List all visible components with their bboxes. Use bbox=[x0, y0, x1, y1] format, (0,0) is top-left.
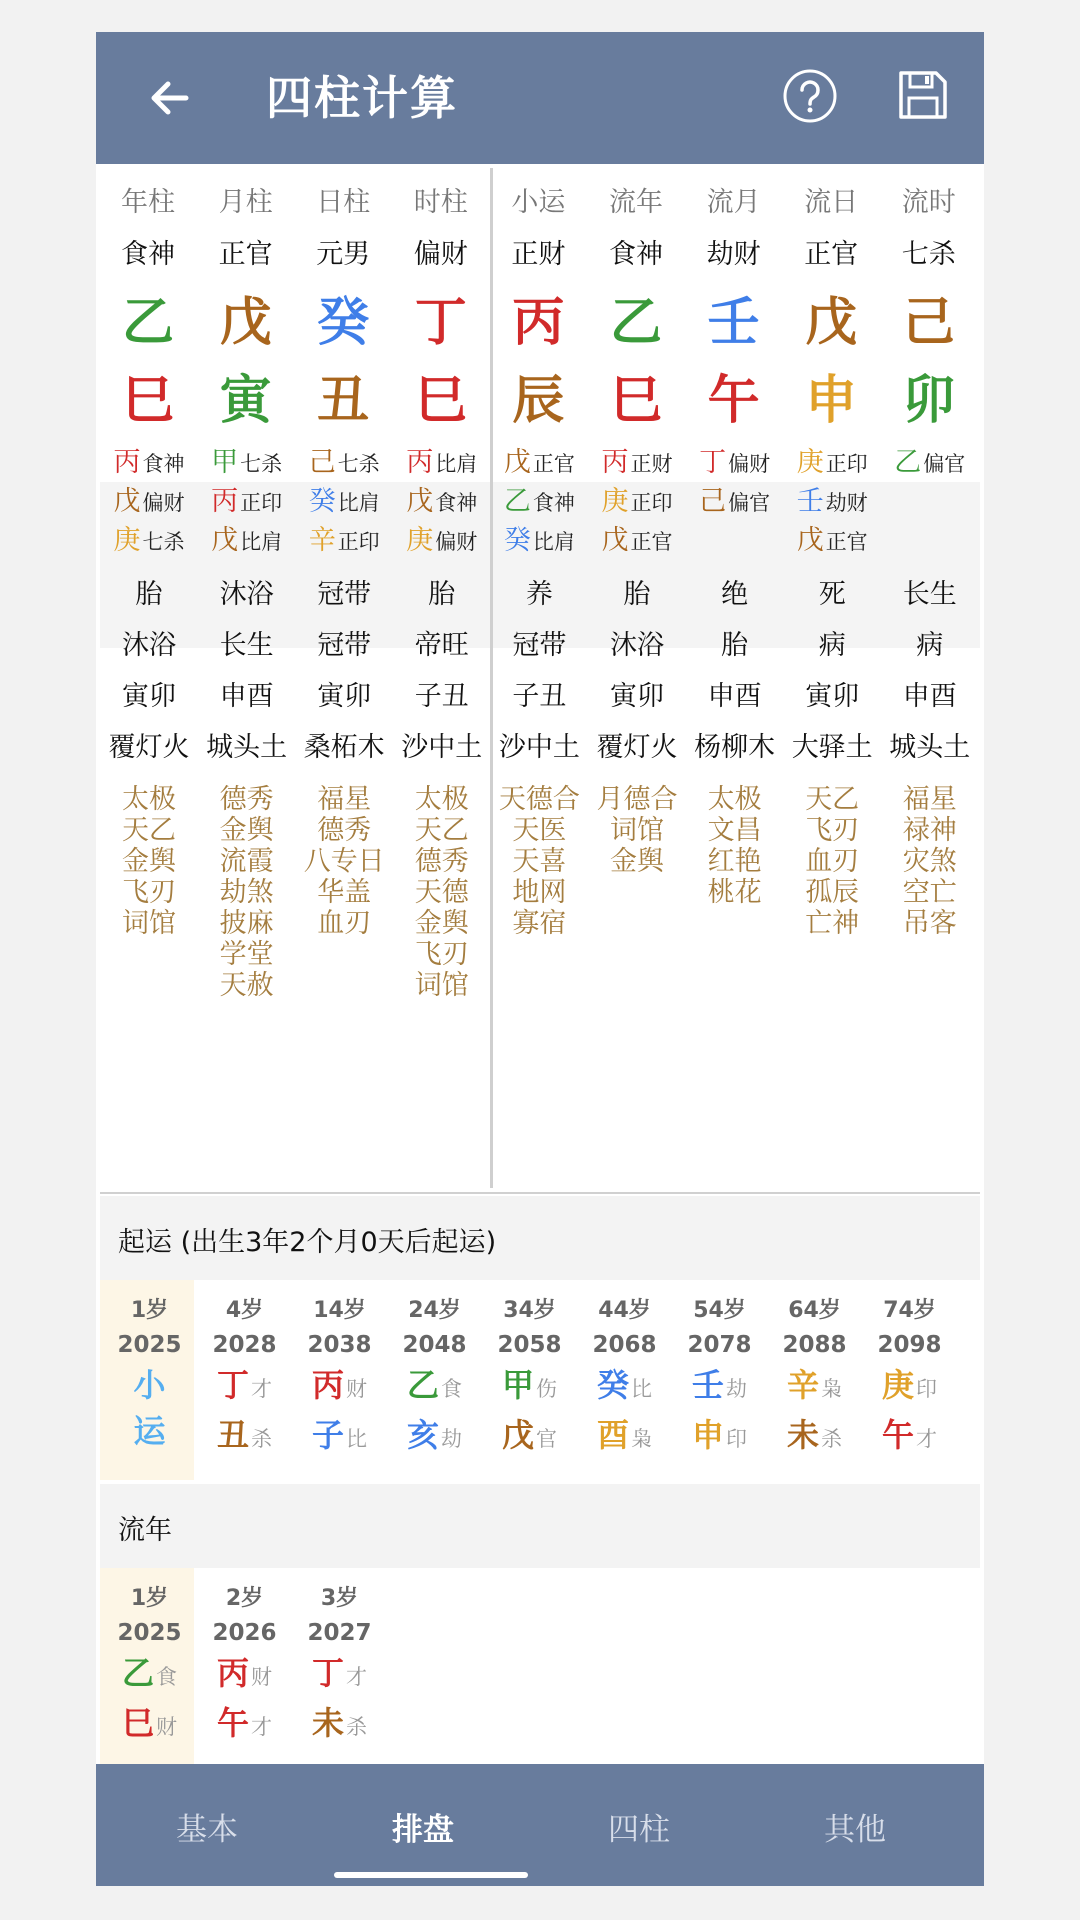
hidden-stem-god: 偏财 bbox=[142, 491, 185, 515]
hidden-stem-char: 丙 bbox=[601, 447, 629, 478]
column-header: 流日 bbox=[804, 187, 859, 218]
hidden-stem-char: 庚 bbox=[113, 525, 141, 556]
shensha-star: 飞刃 bbox=[122, 877, 176, 908]
shensha-star: 金舆 bbox=[122, 846, 176, 877]
void-branches: 子丑 bbox=[512, 681, 567, 712]
luck-char: 戊 bbox=[501, 1416, 534, 1454]
shensha-star: 太极 bbox=[707, 784, 762, 815]
heavenly-stem: 戊 bbox=[219, 293, 272, 353]
luck-char: 午 bbox=[881, 1416, 914, 1454]
heavenly-stem: 乙 bbox=[121, 293, 174, 353]
tab-basic[interactable]: 基本 bbox=[176, 1812, 238, 1848]
shensha-star: 灾煞 bbox=[902, 846, 957, 877]
luck-char: 壬 bbox=[691, 1366, 724, 1404]
hidden-stem-char: 戊 bbox=[796, 525, 824, 556]
hidden-stem-god: 正财 bbox=[630, 452, 673, 476]
shensha-star: 福星 bbox=[317, 784, 372, 815]
shensha-star: 禄神 bbox=[902, 815, 957, 846]
column-header: 流时 bbox=[901, 187, 956, 218]
nayin: 覆灯火 bbox=[108, 732, 190, 763]
growth-stage: 长生 bbox=[902, 579, 957, 610]
luck-year: 2098 bbox=[877, 1332, 942, 1358]
luck-age: 3岁 bbox=[320, 1586, 359, 1611]
self-sitting-stage: 病 bbox=[818, 630, 846, 661]
luck-age: 44岁 bbox=[598, 1298, 651, 1323]
self-sitting-stage: 胎 bbox=[721, 630, 749, 661]
ten-god: 正官 bbox=[218, 239, 273, 270]
luck-char: 午 bbox=[216, 1704, 249, 1742]
dayun-title: 起运 (出生3年2个月0天后起运) bbox=[118, 1227, 497, 1258]
luck-god: 印 bbox=[916, 1377, 937, 1401]
shensha-star: 地网 bbox=[512, 877, 567, 908]
hidden-stem-char: 丁 bbox=[699, 447, 727, 478]
hidden-stem-char: 壬 bbox=[796, 486, 824, 517]
luck-char: 子 bbox=[311, 1416, 344, 1454]
hidden-stem-god: 食神 bbox=[532, 491, 575, 515]
hidden-stem-char: 丙 bbox=[211, 486, 239, 517]
void-branches: 子丑 bbox=[414, 681, 469, 712]
tab-other[interactable]: 其他 bbox=[824, 1812, 886, 1848]
luck-char: 癸 bbox=[596, 1366, 629, 1404]
ten-god: 偏财 bbox=[413, 239, 468, 270]
luck-age: 1岁 bbox=[130, 1298, 169, 1323]
hidden-stem-god: 比肩 bbox=[435, 452, 478, 476]
void-branches: 寅卯 bbox=[610, 681, 664, 712]
column-header: 时柱 bbox=[413, 187, 468, 218]
luck-god: 劫 bbox=[441, 1427, 462, 1451]
luck-char: 庚 bbox=[881, 1366, 914, 1404]
luck-year: 2068 bbox=[592, 1332, 657, 1358]
void-branches: 申酉 bbox=[707, 681, 762, 712]
ten-god: 正财 bbox=[511, 239, 566, 270]
luck-ganzhi bbox=[102, 1650, 197, 1700]
luck-age: 54岁 bbox=[693, 1298, 746, 1323]
heavenly-stem: 丙 bbox=[512, 293, 565, 353]
luck-char: 未 bbox=[311, 1704, 344, 1742]
liunian-row bbox=[96, 32, 984, 1764]
growth-stage: 绝 bbox=[721, 579, 749, 610]
heavenly-stem: 戊 bbox=[805, 293, 858, 353]
luck-god: 食 bbox=[156, 1665, 177, 1689]
nayin: 覆灯火 bbox=[596, 732, 678, 763]
hidden-stem-char: 丙 bbox=[113, 447, 141, 478]
luck-char: 丁 bbox=[216, 1366, 249, 1404]
shensha-star: 天德合 bbox=[498, 784, 580, 815]
ten-god: 七杀 bbox=[901, 239, 956, 270]
column-header: 流年 bbox=[609, 187, 663, 218]
hidden-stem-char: 戊 bbox=[601, 525, 629, 556]
heavenly-stem: 丁 bbox=[414, 293, 467, 353]
self-sitting-stage: 长生 bbox=[219, 630, 274, 661]
shensha-star: 金舆 bbox=[610, 846, 664, 877]
luck-god: 比 bbox=[631, 1377, 652, 1401]
earthly-branch: 午 bbox=[707, 371, 760, 431]
hidden-stem-god: 食神 bbox=[435, 491, 478, 515]
luck-char: 申 bbox=[691, 1416, 724, 1454]
luck-char: 乙 bbox=[406, 1366, 439, 1404]
self-sitting-stage: 帝旺 bbox=[414, 630, 469, 661]
shensha-star: 词馆 bbox=[122, 908, 176, 939]
column-header: 小运 bbox=[511, 187, 566, 218]
earthly-branch: 丑 bbox=[317, 371, 370, 431]
app-window bbox=[96, 32, 984, 1886]
shensha-star: 词馆 bbox=[610, 815, 664, 846]
hidden-stem-god: 正印 bbox=[825, 452, 868, 476]
shensha-star: 福星 bbox=[902, 784, 957, 815]
hidden-stem-char: 乙 bbox=[894, 447, 922, 478]
self-sitting-stage: 沐浴 bbox=[122, 630, 176, 661]
shensha-star: 亡神 bbox=[805, 908, 860, 939]
luck-god: 财 bbox=[346, 1377, 367, 1401]
self-sitting-stage: 冠带 bbox=[512, 630, 567, 661]
hidden-stem-char: 戊 bbox=[406, 486, 434, 517]
nayin: 城头土 bbox=[889, 732, 971, 763]
self-sitting-stage: 病 bbox=[916, 630, 944, 661]
nayin: 杨柳木 bbox=[694, 732, 776, 763]
luck-year: 2048 bbox=[402, 1332, 467, 1358]
ten-god: 食神 bbox=[121, 239, 175, 270]
hidden-stem-god: 食神 bbox=[142, 452, 185, 476]
luck-ganzhi bbox=[102, 1700, 197, 1750]
luck-god: 枭 bbox=[631, 1427, 652, 1451]
luck-ganzhi bbox=[292, 1700, 387, 1750]
earthly-branch: 巳 bbox=[609, 371, 662, 431]
luck-age: 34岁 bbox=[503, 1298, 556, 1323]
heavenly-stem: 壬 bbox=[707, 293, 760, 353]
shensha-star: 德秀 bbox=[317, 815, 372, 846]
luck-god: 才 bbox=[346, 1665, 367, 1689]
hidden-stem-char: 戊 bbox=[503, 447, 531, 478]
luck-year: 2058 bbox=[497, 1332, 562, 1358]
page-title: 四柱计算 bbox=[266, 71, 458, 125]
luck-god: 财 bbox=[156, 1715, 177, 1739]
hidden-stem-god: 偏官 bbox=[728, 491, 771, 515]
hidden-stem-god: 偏财 bbox=[435, 530, 478, 554]
shensha-star: 空亡 bbox=[902, 877, 957, 908]
luck-pillar[interactable] bbox=[292, 1582, 387, 1750]
luck-god: 杀 bbox=[251, 1427, 272, 1451]
luck-char: 甲 bbox=[501, 1366, 534, 1404]
hidden-stem-god: 正印 bbox=[337, 530, 380, 554]
luck-age: 4岁 bbox=[225, 1298, 264, 1323]
nayin: 沙中土 bbox=[401, 732, 483, 763]
growth-stage: 冠带 bbox=[317, 579, 372, 610]
hidden-stem-god: 正印 bbox=[630, 491, 673, 515]
hidden-stem-god: 七杀 bbox=[142, 530, 185, 554]
shensha-star: 桃花 bbox=[707, 877, 762, 908]
luck-char: 丙 bbox=[311, 1366, 344, 1404]
hidden-stem-char: 庚 bbox=[796, 447, 824, 478]
shensha-star: 流霞 bbox=[219, 846, 274, 877]
luck-ganzhi bbox=[197, 1650, 292, 1700]
shensha-star: 飞刃 bbox=[805, 815, 860, 846]
nayin: 城头土 bbox=[206, 732, 288, 763]
growth-stage: 胎 bbox=[623, 579, 651, 610]
shensha-star: 天喜 bbox=[512, 846, 567, 877]
shensha-star: 词馆 bbox=[414, 970, 469, 1001]
luck-year: 2025 bbox=[117, 1620, 182, 1646]
shensha-star: 月德合 bbox=[596, 784, 678, 815]
luck-char: 亥 bbox=[406, 1416, 439, 1454]
luck-year: 2025 bbox=[117, 1332, 182, 1358]
luck-age: 24岁 bbox=[408, 1298, 461, 1323]
heavenly-stem: 己 bbox=[902, 293, 955, 353]
self-sitting-stage: 沐浴 bbox=[610, 630, 664, 661]
growth-stage: 沐浴 bbox=[219, 579, 274, 610]
luck-god: 食 bbox=[441, 1377, 462, 1401]
luck-god: 劫 bbox=[726, 1377, 747, 1401]
luck-char: 丁 bbox=[311, 1654, 344, 1692]
void-branches: 寅卯 bbox=[122, 681, 176, 712]
shensha-star: 血刃 bbox=[805, 846, 860, 877]
luck-year: 2026 bbox=[212, 1620, 277, 1646]
luck-char: 运 bbox=[133, 1412, 166, 1450]
void-branches: 寅卯 bbox=[317, 681, 372, 712]
earthly-branch: 卯 bbox=[902, 371, 955, 431]
shensha-star: 金舆 bbox=[414, 908, 469, 939]
hidden-stem-god: 劫财 bbox=[825, 491, 868, 515]
ten-god: 劫财 bbox=[706, 239, 761, 270]
hidden-stem-char: 辛 bbox=[308, 525, 336, 556]
luck-god: 枭 bbox=[821, 1377, 842, 1401]
shensha-star: 天赦 bbox=[219, 970, 274, 1001]
luck-pillar[interactable] bbox=[197, 1582, 292, 1750]
earthly-branch: 辰 bbox=[512, 371, 565, 431]
earthly-branch: 寅 bbox=[219, 371, 272, 431]
growth-stage: 养 bbox=[525, 579, 553, 610]
luck-char: 丑 bbox=[216, 1416, 249, 1454]
luck-year: 2038 bbox=[307, 1332, 372, 1358]
luck-char: 未 bbox=[786, 1416, 819, 1454]
luck-god: 比 bbox=[346, 1427, 367, 1451]
shensha-star: 血刃 bbox=[317, 908, 372, 939]
tab-paipan[interactable]: 排盘 bbox=[392, 1812, 454, 1848]
luck-char: 酉 bbox=[596, 1416, 629, 1454]
shensha-star: 天乙 bbox=[805, 784, 860, 815]
shensha-star: 红艳 bbox=[707, 846, 762, 877]
active-tab-indicator bbox=[334, 1872, 528, 1878]
hidden-stem-char: 己 bbox=[308, 447, 336, 478]
hidden-stem-char: 癸 bbox=[503, 525, 531, 556]
nayin: 沙中土 bbox=[498, 732, 580, 763]
shensha-star: 吊客 bbox=[902, 908, 957, 939]
hidden-stem-char: 甲 bbox=[211, 447, 239, 478]
growth-stage: 死 bbox=[818, 579, 846, 610]
shensha-star: 太极 bbox=[122, 784, 176, 815]
shensha-star: 太极 bbox=[414, 784, 469, 815]
earthly-branch: 巳 bbox=[414, 371, 467, 431]
luck-year: 2028 bbox=[212, 1332, 277, 1358]
hidden-stem-char: 丙 bbox=[406, 447, 434, 478]
luck-god: 才 bbox=[251, 1715, 272, 1739]
hidden-stem-char: 庚 bbox=[601, 486, 629, 517]
luck-age: 74岁 bbox=[883, 1298, 936, 1323]
luck-char: 巳 bbox=[121, 1704, 154, 1742]
luck-char: 辛 bbox=[786, 1366, 819, 1404]
hidden-stem-god: 正官 bbox=[630, 530, 673, 554]
hidden-stem-char: 戊 bbox=[113, 486, 141, 517]
hidden-stem-god: 七杀 bbox=[240, 452, 283, 476]
hidden-stem-god: 正印 bbox=[240, 491, 283, 515]
luck-age: 2岁 bbox=[225, 1586, 264, 1611]
hidden-stem-god: 正官 bbox=[532, 452, 575, 476]
nayin: 桑柘木 bbox=[303, 732, 385, 763]
hidden-stem-god: 比肩 bbox=[337, 491, 380, 515]
shensha-star: 天德 bbox=[414, 877, 469, 908]
ten-god: 元男 bbox=[316, 239, 371, 270]
ten-god: 正官 bbox=[804, 239, 859, 270]
earthly-branch: 申 bbox=[805, 371, 858, 431]
shensha-star: 文昌 bbox=[707, 815, 762, 846]
void-branches: 寅卯 bbox=[805, 681, 860, 712]
void-branches: 申酉 bbox=[902, 681, 957, 712]
shensha-star: 德秀 bbox=[219, 784, 274, 815]
hidden-stem-char: 癸 bbox=[308, 486, 336, 517]
luck-god: 印 bbox=[726, 1427, 747, 1451]
hidden-stem-god: 比肩 bbox=[240, 530, 283, 554]
shensha-star: 德秀 bbox=[414, 846, 469, 877]
heavenly-stem: 乙 bbox=[609, 293, 662, 353]
earthly-branch: 巳 bbox=[121, 371, 174, 431]
self-sitting-stage: 冠带 bbox=[317, 630, 372, 661]
luck-age: 1岁 bbox=[130, 1586, 169, 1611]
tab-sizhu[interactable]: 四柱 bbox=[608, 1812, 670, 1848]
hidden-stem-god: 七杀 bbox=[337, 452, 380, 476]
hidden-stem-god: 偏官 bbox=[923, 452, 966, 476]
hidden-stem-char: 戊 bbox=[211, 525, 239, 556]
shensha-star: 披麻 bbox=[219, 908, 274, 939]
luck-god: 才 bbox=[251, 1377, 272, 1401]
hidden-stem-char: 乙 bbox=[503, 486, 531, 517]
ten-god: 食神 bbox=[609, 239, 663, 270]
growth-stage: 胎 bbox=[135, 579, 163, 610]
luck-god: 杀 bbox=[346, 1715, 367, 1739]
luck-age: 64岁 bbox=[788, 1298, 841, 1323]
hidden-stem-god: 比肩 bbox=[532, 530, 575, 554]
void-branches: 申酉 bbox=[219, 681, 274, 712]
shensha-star: 金舆 bbox=[219, 815, 274, 846]
luck-year: 2078 bbox=[687, 1332, 752, 1358]
luck-ganzhi bbox=[292, 1650, 387, 1700]
shensha-star: 八专日 bbox=[303, 846, 385, 877]
hidden-stem-char: 庚 bbox=[406, 525, 434, 556]
shensha-star: 华盖 bbox=[317, 877, 372, 908]
luck-year: 2027 bbox=[307, 1620, 372, 1646]
bottom-nav bbox=[96, 1764, 984, 1886]
luck-age: 14岁 bbox=[313, 1298, 366, 1323]
column-header: 月柱 bbox=[218, 187, 273, 218]
luck-god: 财 bbox=[251, 1665, 272, 1689]
hidden-stem-god: 正官 bbox=[825, 530, 868, 554]
luck-year: 2088 bbox=[782, 1332, 847, 1358]
luck-pillar[interactable] bbox=[102, 1582, 197, 1750]
column-header: 年柱 bbox=[121, 187, 175, 218]
luck-god: 杀 bbox=[821, 1427, 842, 1451]
hidden-stem-char: 己 bbox=[699, 486, 727, 517]
shensha-star: 天乙 bbox=[414, 815, 469, 846]
column-header: 流月 bbox=[706, 187, 761, 218]
nayin: 大驿土 bbox=[791, 732, 873, 763]
luck-god: 官 bbox=[536, 1427, 557, 1451]
hidden-stem-god: 偏财 bbox=[728, 452, 771, 476]
luck-char: 乙 bbox=[121, 1654, 154, 1692]
shensha-star: 天医 bbox=[512, 815, 567, 846]
luck-char: 小 bbox=[133, 1366, 166, 1404]
luck-god: 伤 bbox=[536, 1377, 557, 1401]
shensha-star: 天乙 bbox=[122, 815, 176, 846]
luck-god: 才 bbox=[916, 1427, 937, 1451]
shensha-star: 孤辰 bbox=[805, 877, 860, 908]
shensha-star: 寡宿 bbox=[512, 908, 567, 939]
column-header: 日柱 bbox=[316, 187, 371, 218]
growth-stage: 胎 bbox=[428, 579, 456, 610]
shensha-star: 飞刃 bbox=[414, 939, 469, 970]
shensha-star: 劫煞 bbox=[219, 877, 274, 908]
liunian-title: 流年 bbox=[118, 1515, 172, 1546]
luck-ganzhi bbox=[197, 1700, 292, 1750]
luck-char: 丙 bbox=[216, 1654, 249, 1692]
shensha-star: 学堂 bbox=[219, 939, 274, 970]
heavenly-stem: 癸 bbox=[317, 293, 370, 353]
